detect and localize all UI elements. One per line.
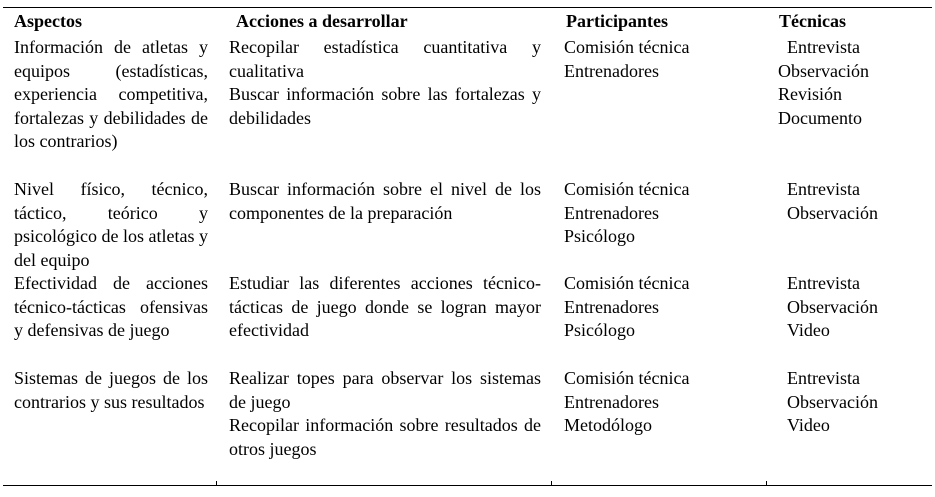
row-2-acciones — [229, 178, 541, 225]
row-3-tecnica: Entrevista — [787, 273, 860, 293]
row-2-tecnica: Observación — [787, 202, 878, 223]
row-4-tecnica: Video — [787, 415, 830, 436]
row-1-accion-1: Recopilar estadística cuantitativa y cualitativa — [229, 37, 541, 81]
row-3-tecnica: Observación — [787, 296, 878, 317]
row-4-aspecto: Sistemas de juegos de los contrarios y sus resultados — [14, 368, 208, 412]
row-3-tecnicas — [787, 272, 927, 343]
row-4-acciones — [229, 367, 541, 461]
row-1-tecnicas — [778, 36, 918, 130]
row-1-participantes — [564, 36, 744, 83]
row-3-participante: Comisión técnica — [564, 273, 690, 293]
table-top-rule — [3, 7, 932, 8]
row-2-participante: Comisión técnica — [564, 179, 690, 199]
row-4-tecnicas — [787, 367, 927, 438]
row-4-accion-2: Recopilar información sobre resultados de otros juegos — [229, 415, 541, 459]
column-tick — [216, 481, 217, 486]
row-4-participante: Metodólogo — [564, 415, 652, 436]
row-2-participante: Psicólogo — [564, 226, 636, 247]
row-4-participante: Comisión técnica — [564, 368, 690, 388]
row-1-tecnica: Revisión — [778, 84, 843, 105]
row-1-participante: Entrenadores — [564, 60, 659, 81]
row-2-tecnica: Entrevista — [787, 179, 860, 199]
row-3-accion-1: Estudiar las diferentes acciones técnico-tácticas de juego donde se logran mayor efectividad — [229, 273, 541, 341]
row-3-participantes — [564, 272, 744, 343]
row-4-tecnica: Observación — [787, 391, 878, 412]
row-3-tecnica: Video — [787, 320, 830, 341]
row-4-accion-1: Realizar topes para observar los sistemas de juego — [229, 368, 541, 412]
header-acciones: Acciones a desarrollar — [236, 11, 408, 31]
row-2-tecnicas — [787, 178, 927, 225]
row-3-aspecto: Efectividad de acciones técnico-tácticas ofensivas y defensivas de juego — [14, 273, 208, 341]
row-1-tecnica: Entrevista — [787, 37, 860, 57]
row-3-participante: Entrenadores — [564, 296, 659, 317]
column-tick — [551, 481, 552, 486]
row-3-participante: Psicólogo — [564, 320, 636, 341]
row-2-participante: Entrenadores — [564, 202, 659, 223]
row-2-accion-1: Buscar información sobre el nivel de los componentes de la preparación — [229, 179, 541, 223]
row-4-tecnica: Entrevista — [787, 368, 860, 388]
row-1-tecnica: Observación — [778, 60, 869, 81]
header-participantes: Participantes — [566, 11, 668, 31]
row-1-aspecto: Información de atletas y equipos (estadísticas, experiencia competitiva, fortalezas y debilidades de los contrarios) — [14, 37, 208, 152]
row-2-aspecto: Nivel físico, técnico, táctico, teórico y psicológico de los atletas y del equipo — [14, 179, 208, 270]
column-tick — [766, 481, 767, 486]
row-1-accion-2: Buscar información sobre las fortalezas y debilidades — [229, 84, 541, 128]
row-3-acciones — [229, 272, 541, 343]
row-1-tecnica: Documento — [778, 107, 862, 128]
row-1-participante: Comisión técnica — [564, 37, 690, 57]
table-bottom-rule — [3, 485, 932, 486]
row-2-participantes — [564, 178, 744, 249]
row-4-participantes — [564, 367, 744, 438]
row-1-acciones — [229, 36, 541, 130]
header-tecnicas: Técnicas — [779, 11, 846, 31]
row-4-participante: Entrenadores — [564, 391, 659, 412]
header-aspectos: Aspectos — [14, 11, 82, 31]
